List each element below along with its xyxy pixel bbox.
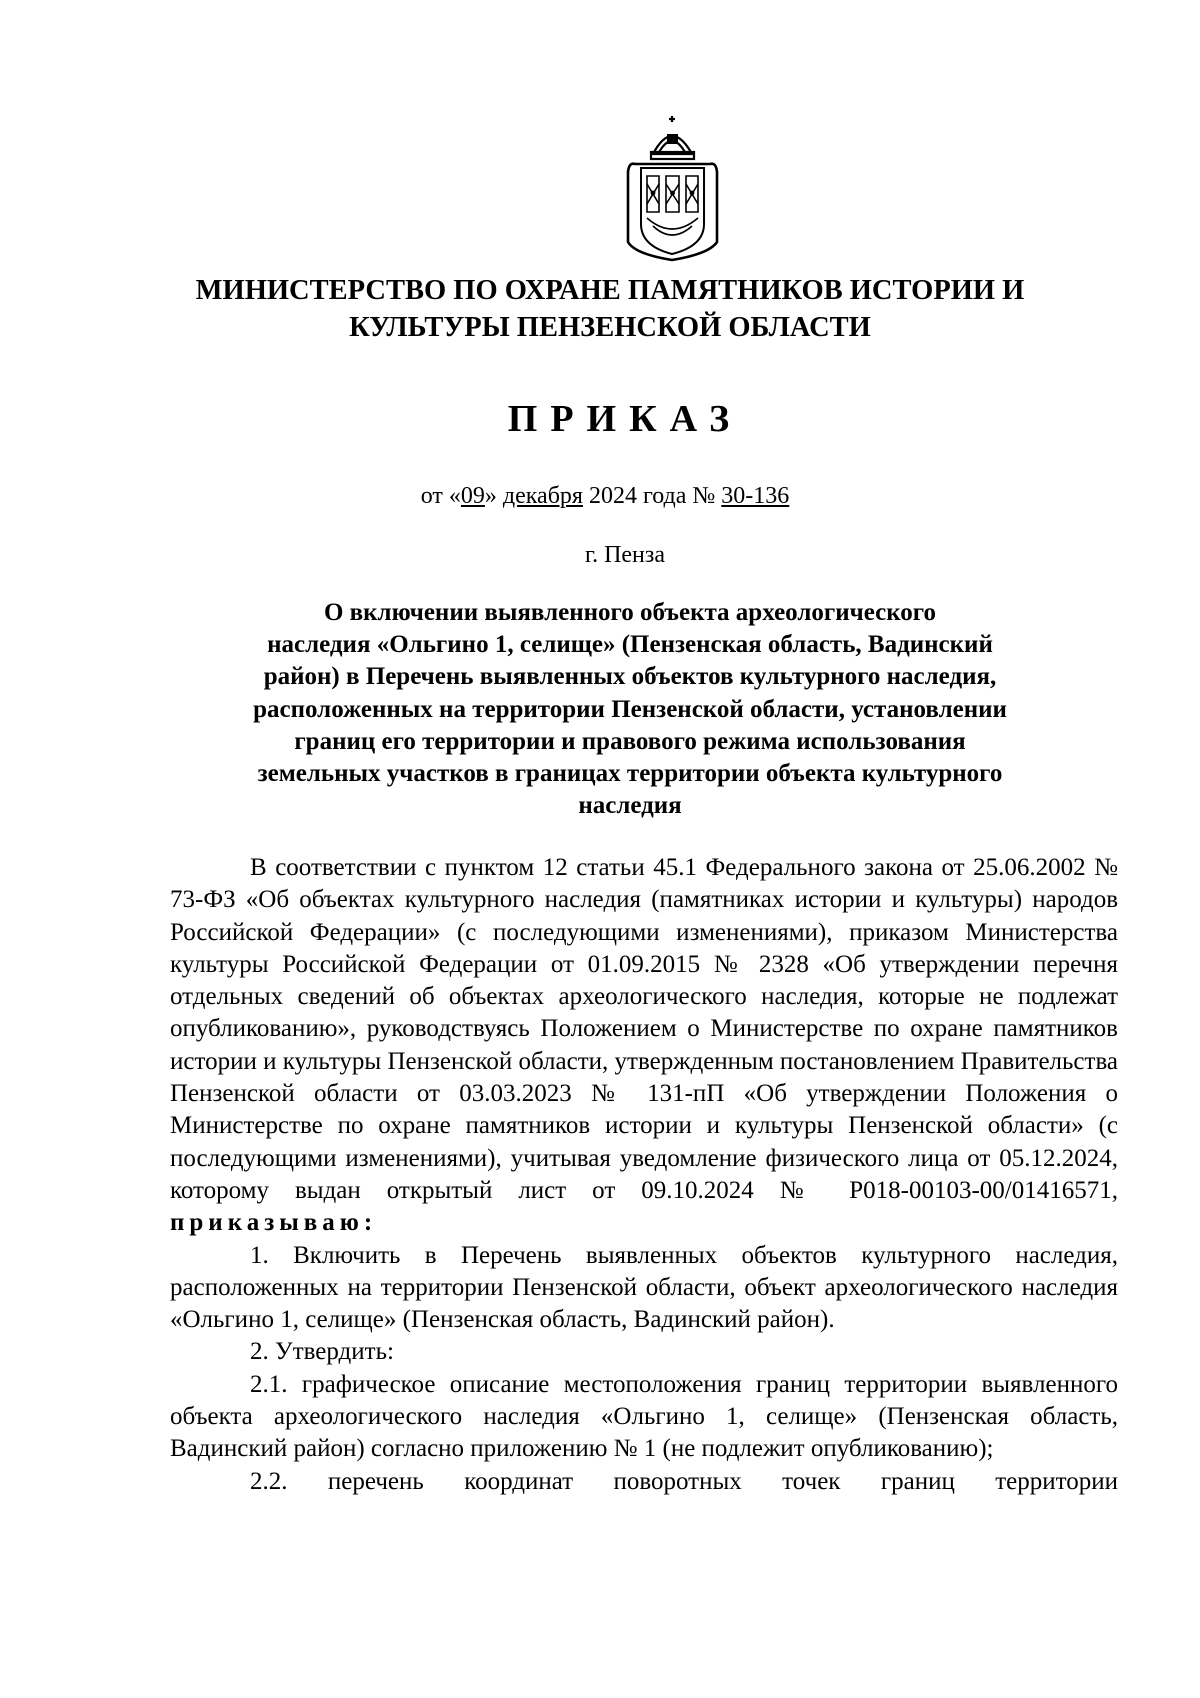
preamble-paragraph [170, 852, 1118, 1240]
subject-line-6: земельных участков в границах территории объекта культурного [257, 760, 1003, 788]
date-mid: » [484, 483, 503, 509]
coat-of-arms-emblem-icon [625, 114, 720, 262]
order-body [170, 852, 1118, 1498]
date-year: 2024 года № [582, 483, 722, 509]
order-word: приказываю: [170, 1209, 378, 1237]
subject-line-1: О включении выявленного объекта археологического [323, 599, 937, 626]
subject-line-3: район) в Перечень выявленных объектов культурного наследия, [263, 663, 997, 691]
city: г. Пенза [584, 542, 666, 568]
date-day: 09 [460, 483, 485, 509]
item-2-paragraph: 2. Утвердить: [250, 1338, 394, 1366]
subject-line-4: расположенных на территории Пензенской области, установлении [253, 695, 1007, 723]
subject-line-2: наследия «Ольгино 1, селище» (Пензенская область, Вадинский [267, 631, 993, 659]
order-number: 30-136 [721, 483, 790, 509]
ministry-name [150, 272, 1070, 346]
order-subject [170, 597, 1090, 822]
subject-line-5: границ его территории и правового режима использования [294, 727, 966, 755]
item-2-2-paragraph: 2.2. перечень координат поворотных точек границ территории [250, 1467, 1118, 1495]
order-title: ПРИКАЗ [507, 398, 743, 440]
item-1-paragraph: 1. Включить в Перечень выявленных объектов культурного наследия, расположенных на территории Пензенской области, объект археологического наследия «Ольгино 1, селище» (Пензенская область, Вадинский район). [170, 1241, 1118, 1334]
date-month: декабря [502, 483, 583, 509]
preamble-text: В соответствии с пунктом 12 статьи 45.1 Федерального закона от 25.06.2002 № 73-ФЗ «Об объектах культурного наследия (памятниках истории и культуры) народов Российской Федерации» (с последующими изменениями), приказом Министерства культуры Российской Федерации от 01.09.2015 № 2328 «Об утверждении перечня отдельных сведений об объектах археологического наследия, которые не подлежат опубликованию», руководствуясь Положением о Министерстве по охране памятников истории и культуры Пензенской области, утвержденным постановлением Правительства Пензенской области от 03.03.2023 № 131-пП «Об утверждении Положения о Министерстве по охране памятников истории и культуры Пензенской области» (с последующими изменениями), учитывая уведомление физического лица от 05.12.2024, которому выдан открытый лист от 09.10.2024 № Р018-00103-00/01416571, [170, 854, 1119, 1204]
item-2-1-paragraph: 2.1. графическое описание местоположения границ территории выявленного объекта археологического наследия «Ольгино 1, селище» (Пензенская область, Вадинский район) согласно приложению № 1 (не подлежит опубликованию); [170, 1370, 1118, 1463]
order-date-line [0, 481, 1200, 511]
subject-line-7: наследия [578, 792, 682, 820]
date-prefix: от « [420, 483, 461, 509]
ministry-name-line-1: МИНИСТЕРСТВО ПО ОХРАНЕ ПАМЯТНИКОВ ИСТОРИИ И [195, 275, 1025, 306]
ministry-name-line-2: КУЛЬТУРЫ ПЕНЗЕНСКОЙ ОБЛАСТИ [349, 312, 871, 343]
